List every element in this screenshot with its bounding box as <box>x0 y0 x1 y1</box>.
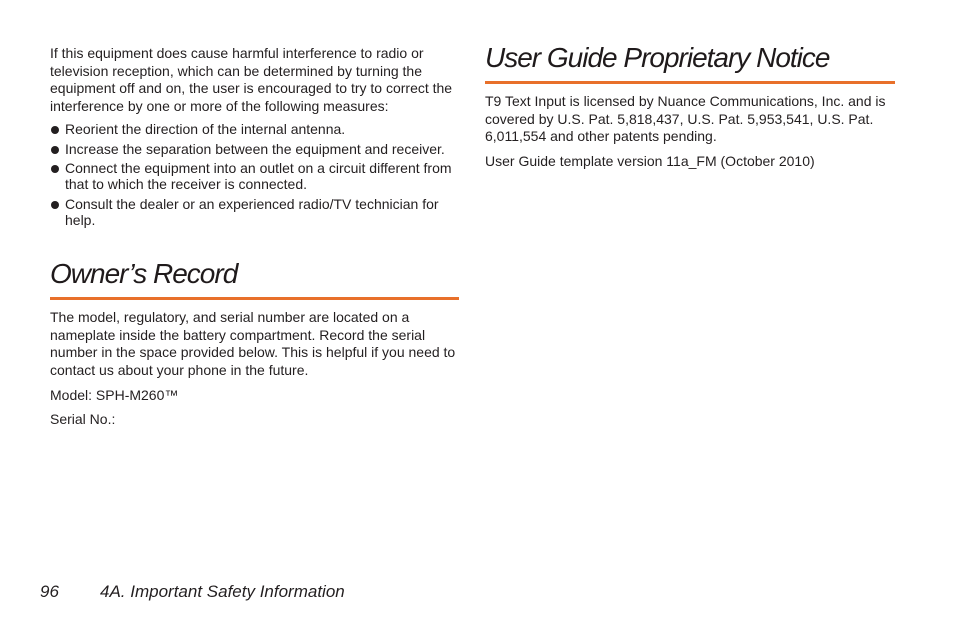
serial-line: Serial No.: <box>50 411 116 427</box>
list-item <box>50 141 460 157</box>
proprietary-notice-paragraph: T9 Text Input is licensed by Nuance Communications, Inc. and is covered by U.S. Pat. 5,818,437, U.S. Pat. 5,953,541, U.S. Pat. 6,011,554 and other patents pending. <box>485 93 886 144</box>
owners-record-divider <box>50 297 459 300</box>
bullet-icon <box>51 126 59 134</box>
page-footer <box>40 582 345 602</box>
bullet-icon <box>51 146 59 154</box>
bullet-text: Increase the separation between the equipment and receiver. <box>65 140 445 157</box>
interference-intro-paragraph: If this equipment does cause harmful interference to radio or television reception, which can be determined by turning the equipment off and on, the user is encouraged to try to correct the interference by one or more of the following measures: <box>50 45 453 114</box>
template-version-line: User Guide template version 11a_FM (October 2010) <box>485 153 815 169</box>
bullet-icon <box>51 165 59 173</box>
bullet-icon <box>51 201 59 209</box>
measures-list <box>50 121 460 231</box>
owners-record-heading: Owner’s Record <box>50 258 238 289</box>
bullet-text: Connect the equipment into an outlet on a circuit different from that to which the receiver is connected. <box>65 160 452 192</box>
section-title: 4A. Important Safety Information <box>100 582 345 601</box>
proprietary-notice-divider <box>485 81 895 84</box>
list-item <box>50 160 460 192</box>
owners-record-paragraph: The model, regulatory, and serial number are located on a nameplate inside the battery compartment. Record the serial number in the space provided below. This is helpful if you need to contact us about your phone in the future. <box>50 309 456 378</box>
list-item <box>50 121 460 137</box>
bullet-text: Reorient the direction of the internal antenna. <box>65 121 346 137</box>
list-item <box>50 196 460 228</box>
proprietary-notice-heading: User Guide Proprietary Notice <box>485 42 830 73</box>
bullet-text: Consult the dealer or an experienced radio/TV technician for help. <box>65 195 439 228</box>
model-line: Model: SPH-M260™ <box>50 387 179 403</box>
page-number: 96 <box>40 582 59 601</box>
